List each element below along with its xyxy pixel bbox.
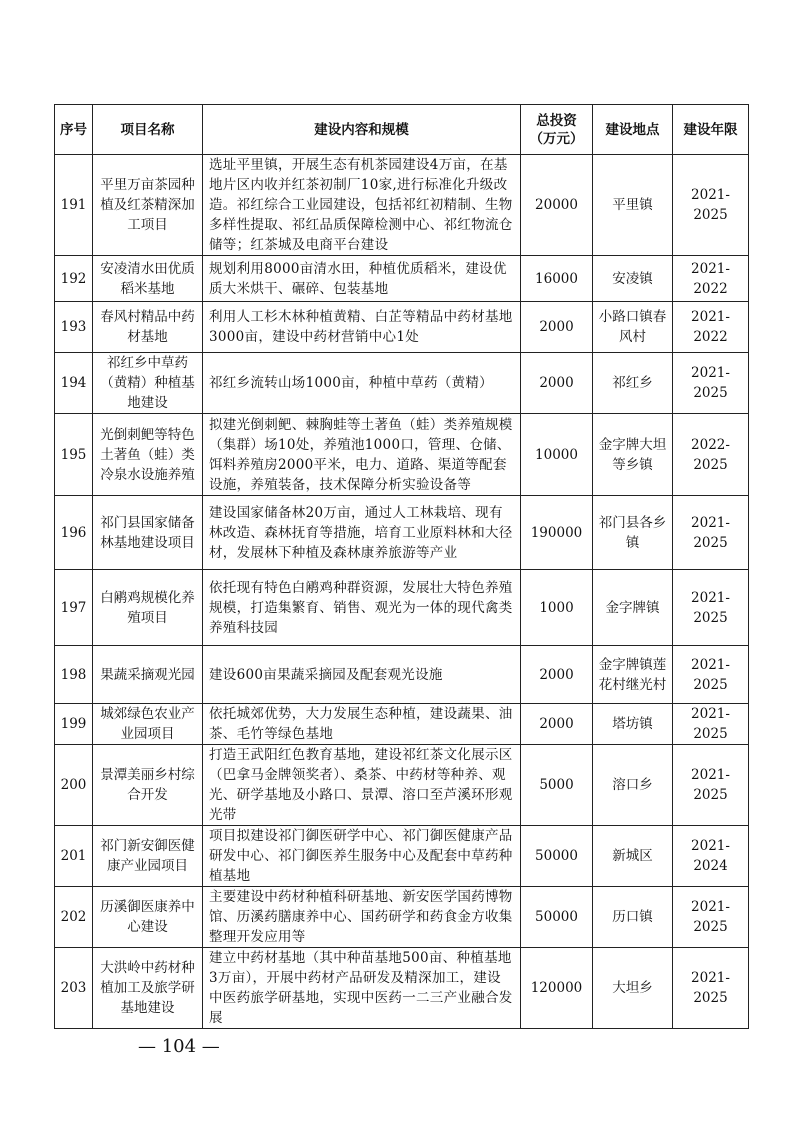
row-years: 2021-2024 [673,826,749,887]
header-no: 序号 [55,105,93,155]
row-content: 建设600亩果蔬采摘园及配套观光设施 [203,646,521,704]
row-name: 安凌清水田优质稻米基地 [93,256,203,302]
row-no: 193 [55,302,93,353]
row-no: 197 [55,570,93,646]
row-content: 祁红乡流转山场1000亩，种植中草药（黄精） [203,353,521,414]
table-row [55,570,749,646]
row-investment: 1000 [521,570,593,646]
row-years: 2021-2022 [673,302,749,353]
row-location: 小路口镇春风村 [593,302,673,353]
table-row [55,745,749,826]
row-investment: 2000 [521,646,593,704]
row-investment: 2000 [521,302,593,353]
row-investment: 2000 [521,353,593,414]
header-investment: 总投资（万元） [521,105,593,155]
row-investment: 120000 [521,948,593,1029]
row-no: 202 [55,887,93,948]
row-no: 196 [55,496,93,570]
row-years: 2021-2025 [673,704,749,745]
row-investment: 50000 [521,887,593,948]
row-location: 祁门县各乡镇 [593,496,673,570]
table-row [55,646,749,704]
row-content: 打造王武阳红色教育基地，建设祁红茶文化展示区（巴拿马金牌领奖者）、桑茶、中药材等种养、观光、研学基地及小路口、景潭、溶口至芦溪环形观光带 [203,745,521,826]
row-location: 溶口乡 [593,745,673,826]
table-row [55,496,749,570]
table-row [55,704,749,745]
row-name: 祁门县国家储备林基地建设项目 [93,496,203,570]
row-investment: 10000 [521,414,593,496]
table-row [55,155,749,256]
row-name: 光倒刺鲃等特色土著鱼（蛙）类冷泉水设施养殖 [93,414,203,496]
row-name: 平里万亩茶园种植及红茶精深加工项目 [93,155,203,256]
row-location: 安凌镇 [593,256,673,302]
row-location: 历口镇 [593,887,673,948]
row-location: 金字牌大坦等乡镇 [593,414,673,496]
header-years: 建设年限 [673,105,749,155]
row-investment: 20000 [521,155,593,256]
table-row [55,887,749,948]
row-years: 2021-2025 [673,948,749,1029]
row-content: 规划利用8000亩清水田，种植优质稻米，建设优质大米烘干、碾碎、包装基地 [203,256,521,302]
row-content: 依托现有特色白鹇鸡种群资源，发展壮大特色养殖规模，打造集繁育、销售、观光为一体的现代禽类养殖科技园 [203,570,521,646]
table-row [55,256,749,302]
table-row [55,353,749,414]
row-name: 大洪岭中药材种植加工及旅学研基地建设 [93,948,203,1029]
row-no: 203 [55,948,93,1029]
header-row [55,105,749,155]
row-years: 2021-2025 [673,646,749,704]
table-row [55,826,749,887]
row-content: 主要建设中药材种植科研基地、新安医学国药博物馆、历溪药膳康养中心、国药研学和药食金方收集整理开发应用等 [203,887,521,948]
row-no: 199 [55,704,93,745]
row-content: 拟建光倒刺鲃、棘胸蛙等土著鱼（蛙）类养殖规模（集群）场10处，养殖池1000口，管理、仓储、饵料养殖房2000平米，电力、道路、渠道等配套设施，养殖装备，技术保障分析实验设备等 [203,414,521,496]
row-location: 金字牌镇 [593,570,673,646]
row-content: 依托城郊优势，大力发展生态种植，建设蔬果、油茶、毛竹等绿色基地 [203,704,521,745]
header-content: 建设内容和规模 [203,105,521,155]
project-table [54,104,749,1029]
row-name: 景潭美丽乡村综合开发 [93,745,203,826]
row-location: 祁红乡 [593,353,673,414]
row-years: 2022-2025 [673,414,749,496]
row-content: 项目拟建设祁门御医研学中心、祁门御医健康产品研发中心、祁门御医养生服务中心及配套中草药种植基地 [203,826,521,887]
row-location: 塔坊镇 [593,704,673,745]
row-location: 金字牌镇莲花村继光村 [593,646,673,704]
row-name: 春风村精品中药材基地 [93,302,203,353]
row-no: 192 [55,256,93,302]
row-name: 白鹇鸡规模化养殖项目 [93,570,203,646]
table-row [55,302,749,353]
row-content: 建立中药材基地（其中种苗基地500亩、种植基地3万亩），开展中药材产品研发及精深加工，建设中医药旅学研基地，实现中医药一二三产业融合发展 [203,948,521,1029]
row-name: 祁门新安御医健康产业园项目 [93,826,203,887]
table-row [55,414,749,496]
row-no: 194 [55,353,93,414]
row-content: 选址平里镇，开展生态有机茶园建设4万亩，在基地片区内收并红茶初制厂10家,进行标准化升级改造。祁红综合工业园建设，包括祁红初精制、生物多样性提取、祁红品质保障检测中心、祁红物流仓储等；红茶城及电商平台建设 [203,155,521,256]
row-years: 2021-2025 [673,887,749,948]
row-location: 大坦乡 [593,948,673,1029]
row-years: 2021-2022 [673,256,749,302]
row-years: 2021-2025 [673,745,749,826]
row-location: 平里镇 [593,155,673,256]
row-investment: 50000 [521,826,593,887]
row-investment: 5000 [521,745,593,826]
header-name: 项目名称 [93,105,203,155]
row-name: 城郊绿色农业产业园项目 [93,704,203,745]
row-years: 2021-2025 [673,155,749,256]
row-investment: 190000 [521,496,593,570]
row-content: 建设国家储备林20万亩，通过人工林栽培、现有林改造、森林抚育等措施，培育工业原料林和大径材，发展林下种植及森林康养旅游等产业 [203,496,521,570]
row-name: 历溪御医康养中心建设 [93,887,203,948]
row-no: 195 [55,414,93,496]
row-content: 利用人工杉木林种植黄精、白芷等精品中药材基地3000亩，建设中药材营销中心1处 [203,302,521,353]
row-investment: 2000 [521,704,593,745]
row-no: 201 [55,826,93,887]
row-name: 果蔬采摘观光园 [93,646,203,704]
table-row [55,948,749,1029]
row-years: 2021-2025 [673,496,749,570]
row-years: 2021-2025 [673,353,749,414]
header-location: 建设地点 [593,105,673,155]
row-investment: 16000 [521,256,593,302]
page-number: — 104 — [138,1036,220,1057]
row-years: 2021-2025 [673,570,749,646]
row-no: 200 [55,745,93,826]
row-no: 191 [55,155,93,256]
row-no: 198 [55,646,93,704]
row-name: 祁红乡中草药（黄精）种植基地建设 [93,353,203,414]
row-location: 新城区 [593,826,673,887]
